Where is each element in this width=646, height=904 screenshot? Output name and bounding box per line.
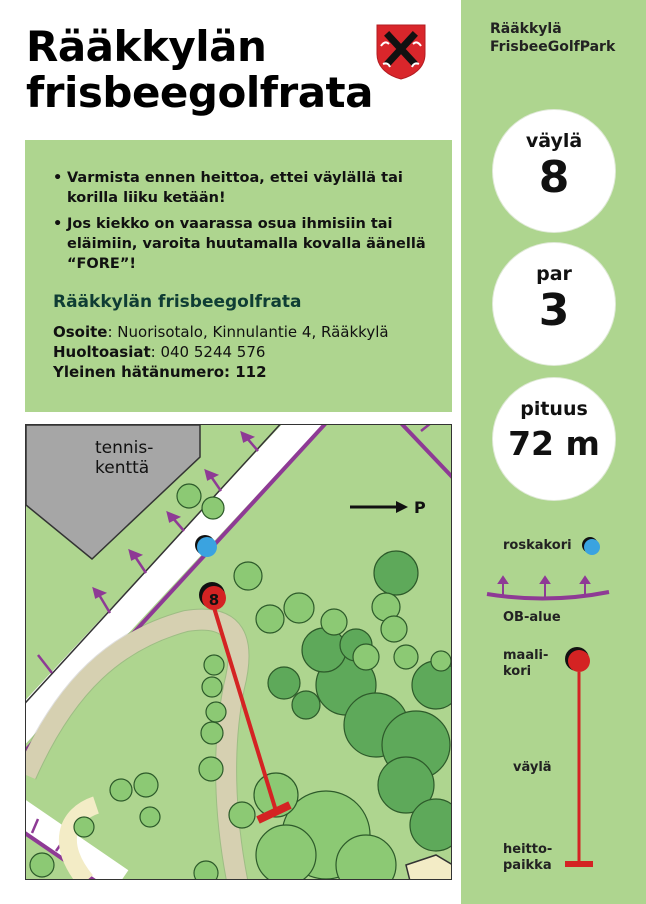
trash-can-icon [197,537,217,557]
legend-fairway-icon [561,646,597,872]
park-name-line-2: FrisbeeGolfPark [490,39,616,55]
basket-number: 8 [208,591,220,609]
side-panel [461,0,646,904]
address-label: Osoite [53,323,108,341]
hole-number-badge [493,110,615,232]
hole-label: väylä [525,130,583,152]
par-value: 3 [538,285,570,336]
course-name: Rääkkylän frisbeegolfrata [53,292,302,312]
legend-tee-label [503,842,552,874]
ob-line-corner [398,425,452,481]
hole-map-drawing [26,425,452,880]
title-line-1: Rääkkylän [26,22,267,71]
park-name-line-1: Rääkkylä [490,21,562,37]
municipal-crest-icon [376,24,426,80]
info-panel [25,140,452,412]
safety-rules-list [53,168,432,274]
tennis-court-label-2: kenttä [95,458,150,478]
legend-tee-line-1: heitto- [503,842,553,857]
tennis-court-label-1: tennis- [95,438,154,458]
open-forest [254,773,396,880]
par-label: par [536,263,572,285]
legend-basket-line-2: kori [503,664,532,679]
length-label: pituus [520,398,588,420]
ob-marker [421,425,436,431]
page-title [26,24,373,116]
emergency-number: Yleinen hätänumero: 112 [53,363,267,381]
legend-tee-line-2: paikka [503,858,552,873]
park-name [490,20,615,56]
address-value: : Nuorisotalo, Kinnulantie 4, Rääkkylä [107,323,389,341]
parking-label: P [414,498,426,517]
par-badge [493,243,615,365]
legend-ob-icon [485,574,611,602]
legend-trash-label: roskakori [503,538,572,553]
building [406,855,452,880]
length-value: 72 m [508,424,600,463]
parking-arrow-head [396,501,408,513]
safety-rule: • Jos kiekko on vaarassa osua ihmisiin tai eläimiin, varoita huutamalla kovalla äänellä “FORE”! [53,214,432,274]
title-line-2: frisbeegolfrata [26,68,373,117]
safety-rule: • Varmista ennen heittoa, ettei väylällä tai korilla liiku ketään! [53,168,432,208]
maintenance-value: : 040 5244 576 [150,343,266,361]
length-badge [493,378,615,500]
legend-ob-label: OB-alue [503,610,561,625]
hole-map [25,424,452,880]
legend-trash-icon [581,536,601,556]
hole-value: 8 [538,152,570,203]
legend-basket-line-1: maali- [503,648,549,663]
maintenance-label: Huoltoasiat [53,343,151,361]
legend-fairway-label: väylä [513,760,552,775]
emergency-line [53,362,432,382]
address-line [53,322,432,342]
maintenance-line [53,342,432,362]
legend-basket-label [503,648,548,680]
